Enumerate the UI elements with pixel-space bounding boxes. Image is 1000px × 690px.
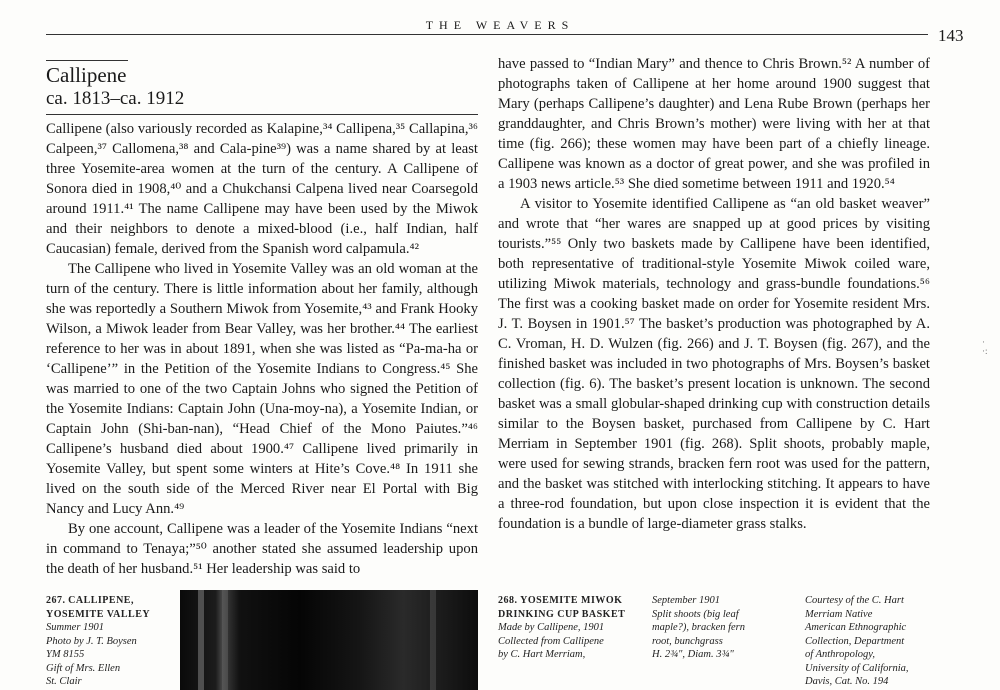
caption-line: Collection, Department (805, 635, 905, 647)
paragraph: Callipene (also variously recorded as Kalapine,³⁴ Callipena,³⁵ Callapina,³⁶ Calpeen,³⁷ Callomena,³⁸ and Cala-pine³⁹) was a name shared by at least three Yosemite-area women at the turn of the century. A Callipene of Sonora died in 1908,⁴⁰ and a Chukchansi Calpena lived near Coarsegold around 1911.⁴¹ The name Callipene may have been used by the Miwok and their neighbors to denote a mixed-blood (i.e., half Indian, half Caucasian) female, derived from the Spanish word calpamula.⁴² (46, 121, 478, 257)
paragraph: have passed to “Indian Mary” and thence to Chris Brown.⁵² A number of photographs taken of Callipene at her home around 1900 suggest that Mary (perhaps Callipene’s daughter) and Lena Rube Brown (perhaps her granddaughter, and Chris Brown’s mother) were living with her at that time (fig. 266); these women may have been part of a chiefly lineage. Callipene was known as a doctor of great power, and she was profiled in a 1903 news article.⁵³ She died sometime between 1911 and 1920.⁵⁴ (498, 56, 930, 192)
photo-detail (222, 590, 228, 690)
caption-line: Photo by J. T. Boysen (46, 635, 137, 647)
caption-line: H. 2¾", Diam. 3¾" (652, 649, 734, 660)
caption-line: University of California, (805, 662, 909, 674)
caption-line: American Ethnographic (805, 622, 907, 633)
caption-line: Gift of Mrs. Ellen (46, 662, 121, 674)
caption-line: Made by Callipene, 1901 (498, 622, 605, 633)
figure-268-caption (498, 594, 638, 662)
scan-speck: · ·: (982, 337, 988, 356)
caption-line: CALLIPENE, (68, 595, 134, 606)
title-rule (46, 60, 128, 61)
caption-line: Courtesy of the C. Hart (805, 595, 904, 606)
caption-line: September 1901 (652, 595, 720, 606)
entry-dates: ca. 1813–ca. 1912 (46, 87, 478, 115)
caption-line: YM 8155 (46, 649, 85, 660)
caption-line: Collected from Callipene (498, 635, 604, 647)
figure-number: 267. (46, 595, 66, 606)
caption-line: YOSEMITE VALLEY (46, 608, 151, 620)
caption-line: DRINKING CUP BASKET (498, 608, 626, 620)
caption-line: St. Clair (46, 676, 82, 687)
figure-268-caption-materials (652, 594, 772, 662)
caption-heading: YOSEMITE MIWOK (520, 595, 623, 606)
photo-detail (430, 590, 436, 690)
caption-line: Merriam Native (805, 608, 873, 620)
figure-268-caption-credit (805, 594, 955, 689)
left-column (46, 40, 478, 579)
paragraph: By one account, Callipene was a leader of the Yosemite Indians “next in command to Tenaya;”⁵⁰ another stated she assumed leadership upon the death of her husband.⁵¹ Her leadership was said to (46, 521, 478, 577)
figure-267-caption (46, 594, 164, 689)
caption-line: by C. Hart Merriam, (498, 649, 586, 660)
right-column (498, 54, 930, 534)
caption-line: of Anthropology, (805, 649, 876, 660)
paragraph: A visitor to Yosemite identified Callipene as “an old basket weaver” and wrote that “her wares are snapped up at good prices by visiting tourists.”⁵⁵ Only two baskets made by Callipene have been identified, both representative of traditional-style Yosemite Miwok coiled ware, utilizing Miwok materials, technology and grass-bundle foundations.⁵⁶ The first was a cooking basket made on order for Yosemite resident Mrs. J. T. Boysen in 1901.⁵⁷ The basket’s production was photographed by A. C. Vroman, H. D. Wulzen (fig. 266) and J. T. Boysen (fig. 267), and the finished basket was included in two photographs of Mrs. Boysen’s basket collection (fig. 6). The basket’s present location is unknown. The second basket was a small globular-shaped drinking cup with construction details similar to the Boysen basket, purchased from Callipene by C. Hart Merriam in September 1901 (fig. 268). Split shoots, probably maple, were used for sewing strands, bracken fern root was used for the pattern, and the basket was stitched with interlocking stitching. It appears to have a three-rod foundation, but upon close inspection it is evident that the foundation is a bundle of large-diameter grass stalks. (498, 196, 930, 532)
photograph (180, 590, 478, 690)
photo-detail (198, 590, 204, 690)
caption-line: maple?), bracken fern (652, 622, 746, 633)
paragraph: The Callipene who lived in Yosemite Valley was an old woman at the turn of the century. There is little information about her family, although she was reportedly a Southern Miwok from Yosemite,⁴³ and Frank Hooky Wilson, a Miwok leader from Bear Valley, was her brother.⁴⁴ The earliest reference to her was in about 1891, when she was listed as “Pa-ma-ha or ‘Callipene’” in the Petition of the Yosemite Indians to Congress.⁴⁵ She was married to one of the two Captain Johns who signed the Petition of the Yosemite Indians: Captain John (Una-moy-na), a Yosemite Indian, or Captain John (Shi-ban-nan), “Head Chief of the Mono Paiutes.”⁴⁶ Callipene’s husband died about 1900.⁴⁷ Callipene lived primarily in Yosemite Valley, but spent some winters at Hite’s Cove.⁴⁸ In 1911 she lived on the south side of the Merced River near El Portal with Big Nancy and Lucy Ann.⁴⁹ (46, 261, 478, 517)
caption-line: Split shoots (big leaf (652, 608, 739, 620)
entry-title-text: Callipene (46, 63, 127, 87)
caption-line: Summer 1901 (46, 622, 105, 633)
caption-line: root, bunchgrass (652, 635, 723, 647)
entry-title (46, 60, 478, 87)
header-rule (46, 34, 928, 35)
caption-line: Davis, Cat. No. 194 (805, 676, 889, 687)
page-number: 143 (938, 26, 964, 45)
figure-number: 268. (498, 595, 518, 606)
running-head: THE WEAVERS (425, 18, 575, 32)
